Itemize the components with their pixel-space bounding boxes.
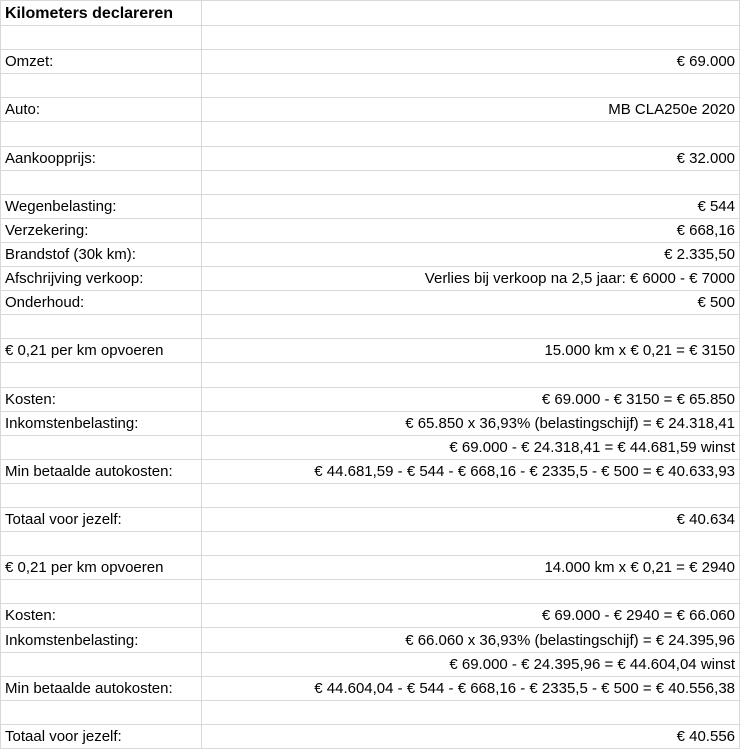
value-cell[interactable]: 14.000 km x € 0,21 = € 2940 — [202, 556, 740, 580]
value-cell[interactable] — [202, 700, 740, 724]
value-cell[interactable]: € 668,16 — [202, 218, 740, 242]
label-cell[interactable] — [1, 580, 202, 604]
label-cell[interactable] — [1, 435, 202, 459]
value-cell[interactable]: € 44.681,59 - € 544 - € 668,16 - € 2335,5 - € 500 = € 40.633,93 — [202, 459, 740, 483]
label-cell[interactable]: Totaal voor jezelf: — [1, 507, 202, 531]
table-row — [1, 676, 740, 700]
title-row — [1, 1, 740, 26]
table-row — [1, 700, 740, 724]
table-row — [1, 242, 740, 266]
label-cell[interactable]: Kosten: — [1, 387, 202, 411]
value-cell[interactable]: € 2.335,50 — [202, 242, 740, 266]
table-row — [1, 459, 740, 483]
value-cell[interactable]: Verlies bij verkoop na 2,5 jaar: € 6000 - € 7000 — [202, 267, 740, 291]
table-row — [1, 532, 740, 556]
value-cell[interactable] — [202, 580, 740, 604]
table-row — [1, 652, 740, 676]
label-cell[interactable]: Kosten: — [1, 604, 202, 628]
label-cell[interactable]: Inkomstenbelasting: — [1, 411, 202, 435]
value-cell[interactable]: € 40.634 — [202, 507, 740, 531]
value-cell[interactable] — [202, 26, 740, 50]
label-cell[interactable]: € 0,21 per km opvoeren — [1, 339, 202, 363]
label-cell[interactable]: € 0,21 per km opvoeren — [1, 556, 202, 580]
value-cell[interactable] — [202, 315, 740, 339]
table-row — [1, 363, 740, 387]
label-cell[interactable]: Wegenbelasting: — [1, 194, 202, 218]
table-row — [1, 170, 740, 194]
value-cell[interactable] — [202, 170, 740, 194]
table-row — [1, 267, 740, 291]
table-row — [1, 435, 740, 459]
label-cell[interactable]: Auto: — [1, 98, 202, 122]
table-row — [1, 26, 740, 50]
table-row — [1, 339, 740, 363]
table-row — [1, 74, 740, 98]
label-cell[interactable] — [1, 26, 202, 50]
table-row — [1, 483, 740, 507]
title-value-cell[interactable] — [202, 1, 740, 26]
table-row — [1, 507, 740, 531]
table-row — [1, 98, 740, 122]
label-cell[interactable]: Inkomstenbelasting: — [1, 628, 202, 652]
table-row — [1, 291, 740, 315]
value-cell[interactable] — [202, 363, 740, 387]
table-row — [1, 122, 740, 146]
label-cell[interactable] — [1, 122, 202, 146]
value-cell[interactable] — [202, 532, 740, 556]
value-cell[interactable]: € 32.000 — [202, 146, 740, 170]
table-row — [1, 580, 740, 604]
value-cell[interactable]: MB CLA250e 2020 — [202, 98, 740, 122]
label-cell[interactable] — [1, 315, 202, 339]
value-cell[interactable]: € 69.000 - € 3150 = € 65.850 — [202, 387, 740, 411]
label-cell[interactable]: Onderhoud: — [1, 291, 202, 315]
value-cell[interactable] — [202, 74, 740, 98]
value-cell[interactable]: € 544 — [202, 194, 740, 218]
label-cell[interactable]: Aankoopprijs: — [1, 146, 202, 170]
table-row — [1, 724, 740, 748]
table-row — [1, 218, 740, 242]
label-cell[interactable] — [1, 74, 202, 98]
value-cell[interactable]: € 69.000 - € 24.318,41 = € 44.681,59 winst — [202, 435, 740, 459]
label-cell[interactable]: Min betaalde autokosten: — [1, 676, 202, 700]
value-cell[interactable] — [202, 122, 740, 146]
label-cell[interactable] — [1, 483, 202, 507]
label-cell[interactable]: Afschrijving verkoop: — [1, 267, 202, 291]
label-cell[interactable]: Min betaalde autokosten: — [1, 459, 202, 483]
value-cell[interactable]: € 40.556 — [202, 724, 740, 748]
label-cell[interactable] — [1, 652, 202, 676]
table-row — [1, 604, 740, 628]
value-cell[interactable]: € 66.060 x 36,93% (belastingschijf) = € 24.395,96 — [202, 628, 740, 652]
label-cell[interactable]: Brandstof (30k km): — [1, 242, 202, 266]
table-row — [1, 194, 740, 218]
label-cell[interactable] — [1, 700, 202, 724]
spreadsheet-body — [1, 1, 740, 749]
title-cell[interactable]: Kilometers declareren — [1, 1, 202, 26]
table-row — [1, 387, 740, 411]
label-cell[interactable] — [1, 170, 202, 194]
value-cell[interactable]: € 500 — [202, 291, 740, 315]
label-cell[interactable] — [1, 532, 202, 556]
value-cell[interactable]: € 69.000 - € 2940 = € 66.060 — [202, 604, 740, 628]
value-cell[interactable]: € 69.000 - € 24.395,96 = € 44.604,04 winst — [202, 652, 740, 676]
table-row — [1, 50, 740, 74]
value-cell[interactable]: € 44.604,04 - € 544 - € 668,16 - € 2335,5 - € 500 = € 40.556,38 — [202, 676, 740, 700]
table-row — [1, 146, 740, 170]
table-row — [1, 628, 740, 652]
label-cell[interactable] — [1, 363, 202, 387]
value-cell[interactable] — [202, 483, 740, 507]
table-row — [1, 315, 740, 339]
table-row — [1, 411, 740, 435]
value-cell[interactable]: 15.000 km x € 0,21 = € 3150 — [202, 339, 740, 363]
label-cell[interactable]: Omzet: — [1, 50, 202, 74]
table-row — [1, 556, 740, 580]
value-cell[interactable]: € 69.000 — [202, 50, 740, 74]
label-cell[interactable]: Totaal voor jezelf: — [1, 724, 202, 748]
value-cell[interactable]: € 65.850 x 36,93% (belastingschijf) = € 24.318,41 — [202, 411, 740, 435]
label-cell[interactable]: Verzekering: — [1, 218, 202, 242]
